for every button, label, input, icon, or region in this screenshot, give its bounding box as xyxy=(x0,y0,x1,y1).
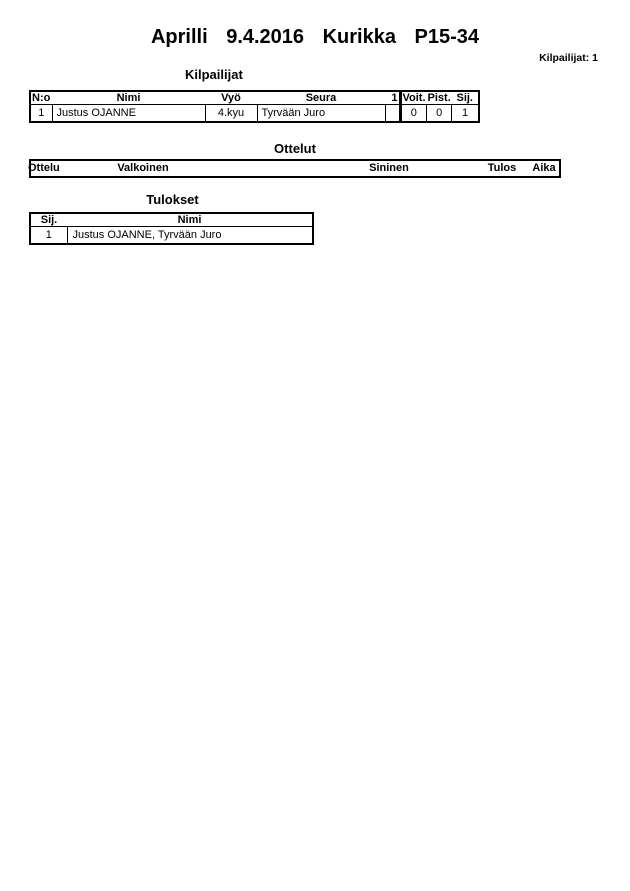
col-header-sij: Sij. xyxy=(452,91,479,105)
col-header-valkoinen: Valkoinen xyxy=(117,162,169,174)
col-header-aika: Aika xyxy=(532,162,556,174)
page-title: Aprilli 9.4.2016 Kurikka P15-34 xyxy=(150,26,480,48)
section-heading-ottelut: Ottelut xyxy=(274,141,316,156)
col-header-nimi: Nimi xyxy=(52,91,205,105)
cell-placement: 1 xyxy=(452,105,479,122)
col-header-vyo: Vyö xyxy=(205,91,257,105)
cell-winner-name: Justus OJANNE, Tyrvään Juro xyxy=(67,227,313,244)
col-header-seura: Seura xyxy=(257,91,385,105)
col-header-ottelu: Ottelu xyxy=(28,162,60,174)
cell-points: 0 xyxy=(427,105,452,122)
col-header-voit: Voit. xyxy=(400,91,427,105)
section-heading-tulokset: Tulokset xyxy=(146,192,199,207)
col-header-sininen: Sininen xyxy=(369,162,409,174)
col-header-nimi: Nimi xyxy=(67,213,313,227)
table-row xyxy=(30,227,313,244)
cell-competitor-name: Justus OJANNE xyxy=(52,105,205,122)
table-row xyxy=(30,105,479,122)
col-header-tulos: Tulos xyxy=(487,162,517,174)
table-header-row xyxy=(30,91,479,105)
col-header-pist: Pist. xyxy=(427,92,451,104)
col-header-sij: Sij. xyxy=(30,213,67,227)
cell-competitor-belt: 4.kyu xyxy=(205,105,257,122)
competitor-count-label: Kilpailijat: 1 xyxy=(539,52,598,64)
cell-placement: 1 xyxy=(30,227,67,244)
cell-wins: 0 xyxy=(400,105,427,122)
cell-competitor-club: Tyrvään Juro xyxy=(257,105,385,122)
table-header-row xyxy=(30,213,313,227)
col-header-match1: 1 xyxy=(385,91,400,105)
section-heading-kilpailijat: Kilpailijat xyxy=(185,67,243,82)
results-table xyxy=(29,212,314,245)
cell-competitor-number: 1 xyxy=(30,105,52,122)
cell-match1-result xyxy=(385,105,400,122)
competitors-table xyxy=(29,90,480,123)
col-header-no: N:o xyxy=(32,92,51,104)
matches-table xyxy=(29,159,561,178)
